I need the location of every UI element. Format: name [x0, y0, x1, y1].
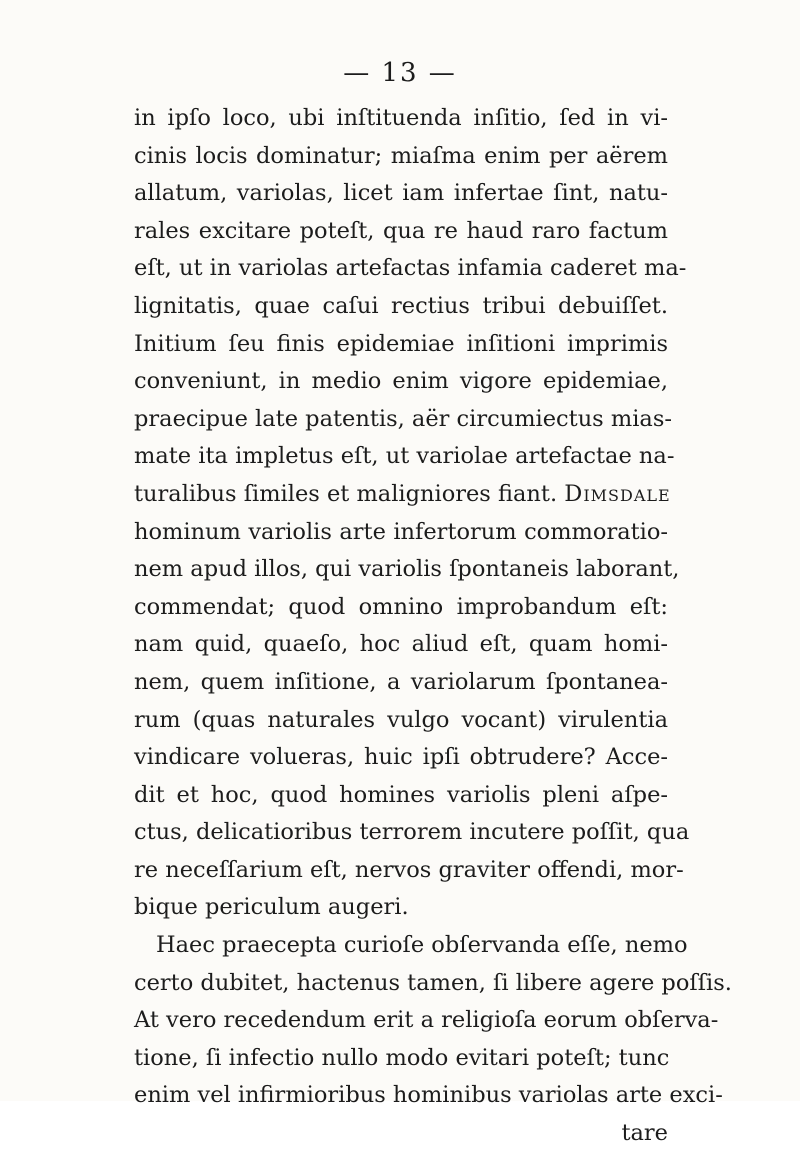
text-line: Initium ſeu finis epidemiae inſitioni imprimis — [134, 330, 668, 357]
text-line: At vero recedendum erit a religioſa eorum obſerva- — [134, 1007, 719, 1034]
text-line: re neceſſarium eſt, nervos graviter offendi, mor- — [134, 856, 684, 883]
author-name: Dimsdale — [564, 480, 671, 507]
text-line: rales excitare poteſt, qua re haud raro factum — [134, 217, 668, 244]
text-line: conveniunt, in medio enim vigore epidemiae, — [134, 368, 668, 395]
text-line: allatum, variolas, licet iam infertae ſint, natu- — [134, 180, 668, 207]
paragraph-end-line: bique periculum augeri. — [134, 894, 409, 921]
text-line: mate ita impletus eſt, ut variolae artefactae na- — [134, 443, 675, 470]
text-line: praecipue late patentis, aër circumiectus mias- — [134, 405, 672, 432]
text-line: rum (quas naturales vulgo vocant) virulentia — [134, 706, 668, 733]
text-line: nam quid, quaeſo, hoc aliud eſt, quam homi- — [134, 631, 668, 658]
text-line-with-author — [134, 476, 671, 514]
page-number: — 13 — — [343, 58, 457, 88]
text-line: eſt, ut in variolas artefactas infamia caderet ma- — [134, 255, 687, 282]
text-line: hominum variolis arte infertorum commoratio- — [134, 518, 668, 545]
text-line: in ipſo loco, ubi inſtituenda inſitio, ſed in vi- — [134, 105, 668, 131]
text-line: dit et hoc, quod homines variolis pleni aſpe- — [134, 781, 668, 808]
text-line: ctus, delicatioribus terrorem incutere poſſit, qua — [134, 819, 690, 846]
text-line: certo dubitet, hactenus tamen, ſi libere agere poſſis. — [134, 969, 732, 996]
text-line: vindicare volueras, huic ipſi obtrudere? Acce- — [134, 744, 668, 771]
text-line: nem, quem inſitione, a variolarum ſpontanea- — [134, 668, 668, 695]
text-line: nem apud illos, qui variolis ſpontaneis laborant, — [134, 556, 680, 583]
text-line: commendat; quod omnino improbandum eſt: — [134, 593, 668, 620]
text-line: tione, ſi infectio nullo modo evitari poteſt; tunc — [134, 1044, 670, 1071]
catchword: tare — [621, 1120, 668, 1147]
text-line: lignitatis, quae caſui rectius tribui debuiſſet. — [134, 292, 668, 319]
paragraph-start-line: Haec praecepta curioſe obſervanda eſſe, nemo — [156, 932, 688, 959]
text-segment: turalibus ſimiles et maligniores fiant. — [134, 480, 558, 507]
body-text — [134, 100, 732, 1153]
text-line: enim vel infirmioribus hominibus variolas arte exci- — [134, 1082, 723, 1109]
text-line: cinis locis dominatur; miaſma enim per aërem — [134, 142, 668, 169]
